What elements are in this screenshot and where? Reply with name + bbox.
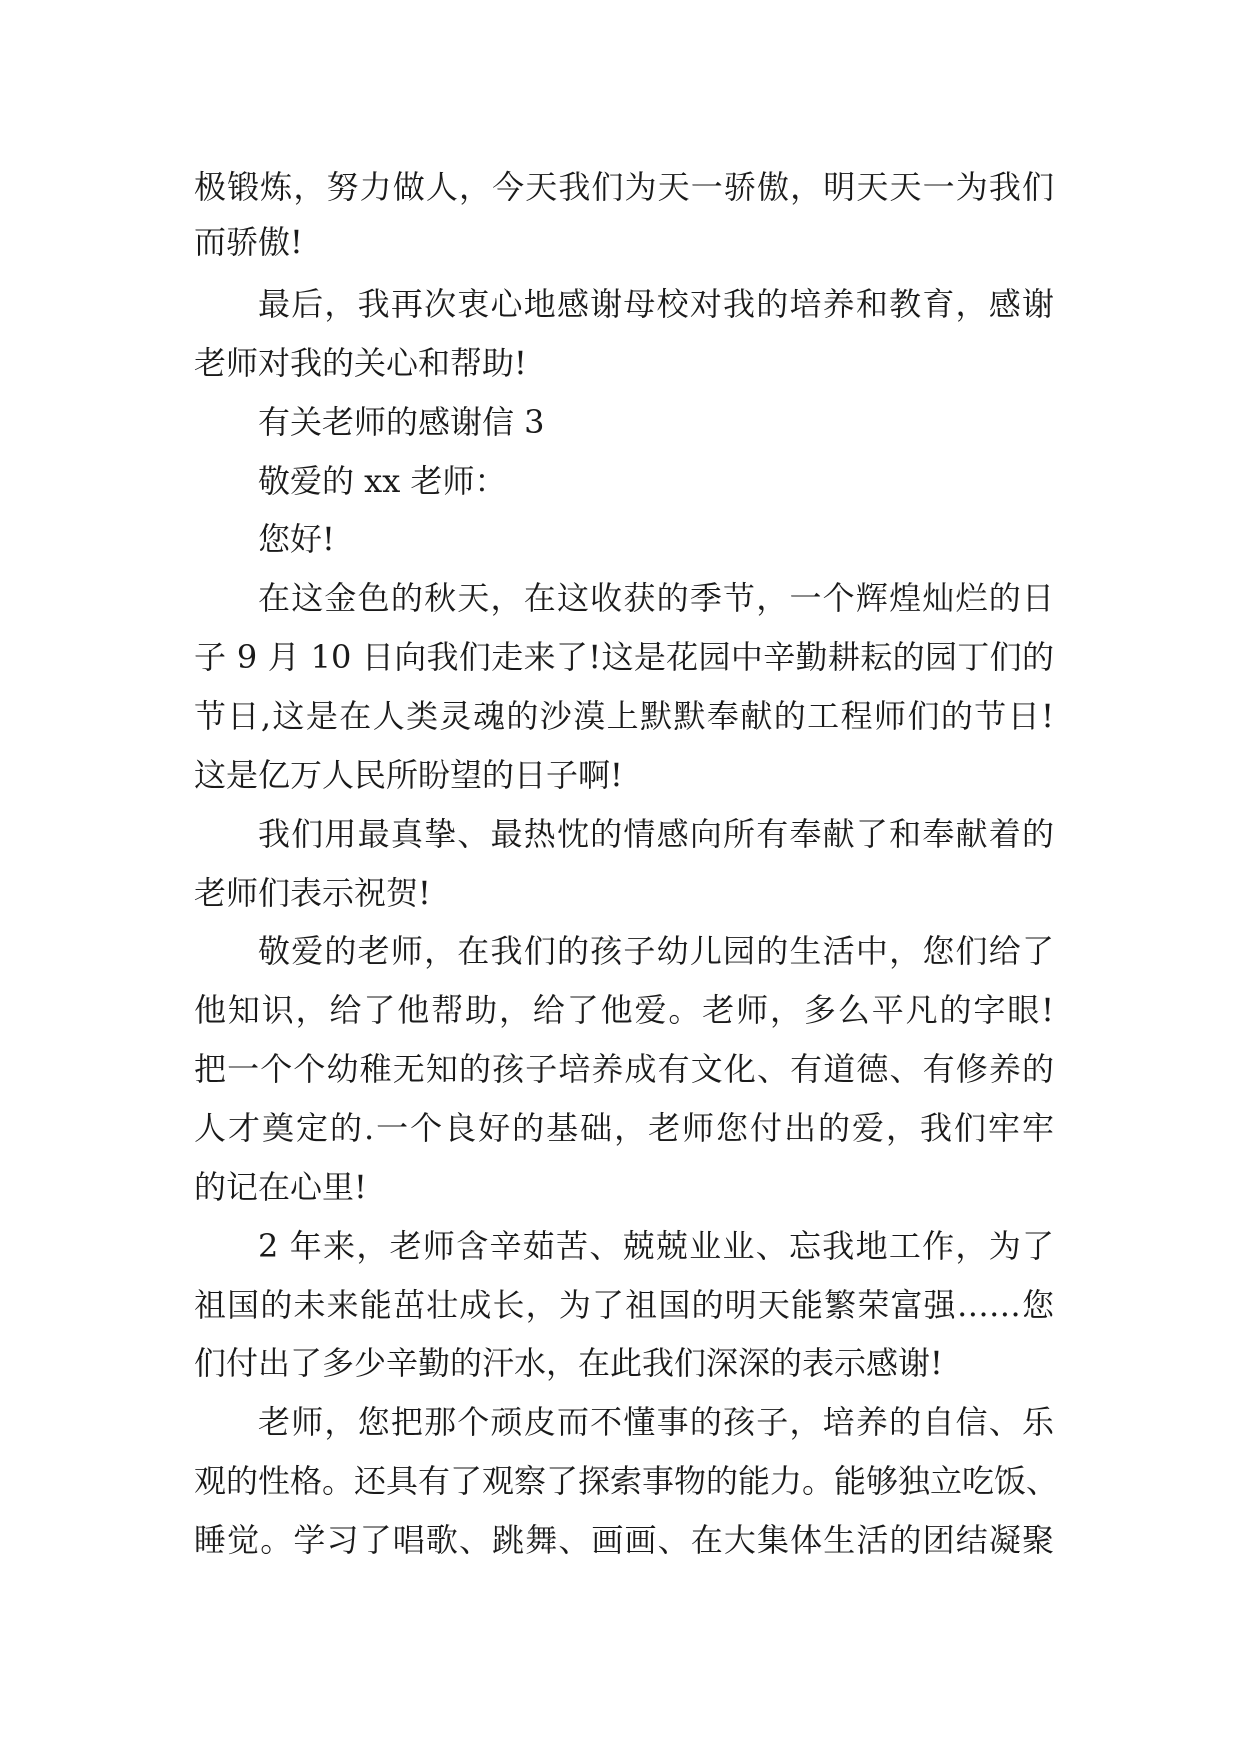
text-line: 老师们表示祝贺! xyxy=(194,874,431,912)
text-line: 的记在心里! xyxy=(194,1168,367,1206)
text-line: 祖国的未来能茁壮成长，为了祖国的明天能繁荣富强……您 xyxy=(194,1286,1054,1324)
text-line: 2 年来，老师含辛茹苦、兢兢业业、忘我地工作，为了 xyxy=(258,1227,1054,1265)
greeting: 您好! xyxy=(258,520,335,558)
text-line: 人才奠定的.一个良好的基础，老师您付出的爱，我们牢牢 xyxy=(194,1109,1054,1147)
text-line: 们付出了多少辛勤的汗水，在此我们深深的表示感谢! xyxy=(194,1344,943,1382)
text-line: 我们用最真挚、最热忱的情感向所有奉献了和奉献着的 xyxy=(258,815,1054,853)
salutation: 敬爱的 xx 老师： xyxy=(258,462,507,500)
text-line: 睡觉。学习了唱歌、跳舞、画画、在大集体生活的团结凝聚 xyxy=(194,1521,1054,1559)
letter-heading: 有关老师的感谢信 3 xyxy=(258,403,545,441)
text-line: 他知识，给了他帮助，给了他爱。老师，多么平凡的字眼! xyxy=(194,991,1054,1029)
text-line: 这是亿万人民所盼望的日子啊! xyxy=(194,756,623,794)
text-line: 而骄傲! xyxy=(194,223,303,261)
text-line: 在这金色的秋天，在这收获的季节，一个辉煌灿烂的日 xyxy=(258,579,1054,617)
text-line: 老师，您把那个顽皮而不懂事的孩子，培养的自信、乐 xyxy=(258,1403,1054,1441)
text-line: 最后，我再次衷心地感谢母校对我的培养和教育，感谢 xyxy=(258,285,1054,323)
text-line: 敬爱的老师，在我们的孩子幼儿园的生活中，您们给了 xyxy=(258,932,1054,970)
text-line: 子 9 月 10 日向我们走来了!这是花园中辛勤耕耘的园丁们的 xyxy=(194,638,1054,676)
text-line: 极锻炼，努力做人，今天我们为天一骄傲，明天天一为我们 xyxy=(194,168,1054,206)
text-line: 节日,这是在人类灵魂的沙漠上默默奉献的工程师们的节日! xyxy=(194,697,1054,735)
text-line: 把一个个幼稚无知的孩子培养成有文化、有道德、有修养的 xyxy=(194,1050,1054,1088)
text-line: 老师对我的关心和帮助! xyxy=(194,344,527,382)
text-line: 观的性格。还具有了观察了探索事物的能力。能够独立吃饭、 xyxy=(194,1462,1059,1500)
